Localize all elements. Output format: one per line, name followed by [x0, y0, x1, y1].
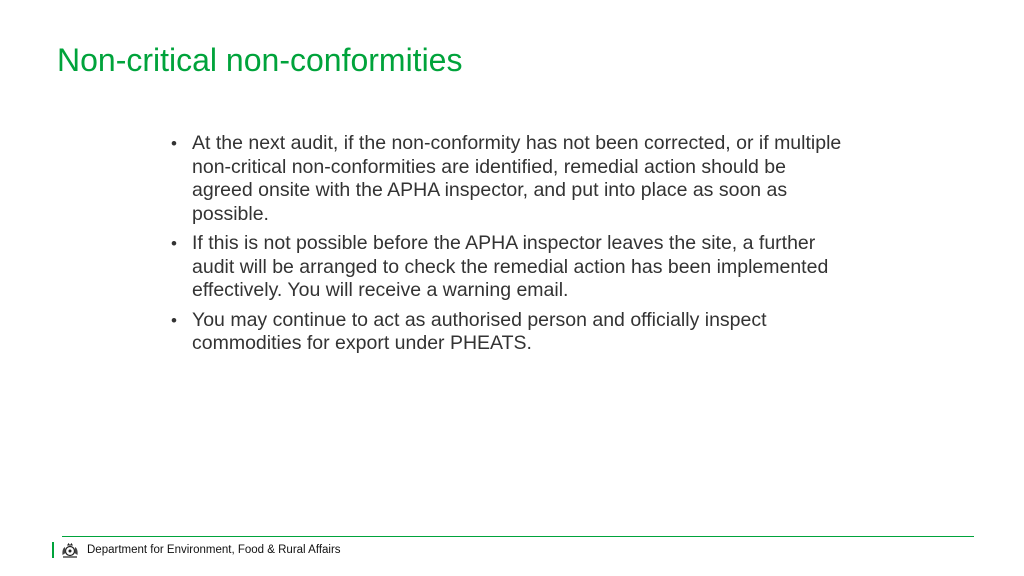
bullet-text: If this is not possible before the APHA inspector leaves the site, a further audit will be arranged to check the remedial action has been implemented effectively. You will receive a warning email. — [192, 232, 829, 301]
royal-crest-icon — [60, 541, 80, 559]
bullet-icon: • — [171, 310, 177, 330]
bullet-item — [170, 309, 850, 356]
bullet-icon: • — [171, 134, 177, 153]
bullet-text: At the next audit, if the non-conformity has not been corrected, or if multiple non-critical non-conformities are identified, remedial action should be agreed onsite with the APHA inspector, and put into place as soon as possible. — [192, 132, 842, 225]
department-name: Department for Environment, Food & Rural Affairs — [87, 544, 341, 556]
slide-title: Non-critical non-conformities — [57, 42, 463, 78]
bullet-item — [170, 132, 850, 226]
footer — [52, 541, 341, 559]
footer-divider — [62, 536, 974, 537]
bullet-list — [170, 132, 850, 362]
bullet-text: You may continue to act as authorised person and officially inspect commodities for export under PHEATS. — [192, 308, 767, 354]
footer-accent-bar — [52, 542, 54, 558]
bullet-icon: • — [171, 234, 177, 253]
bullet-item — [170, 232, 850, 303]
